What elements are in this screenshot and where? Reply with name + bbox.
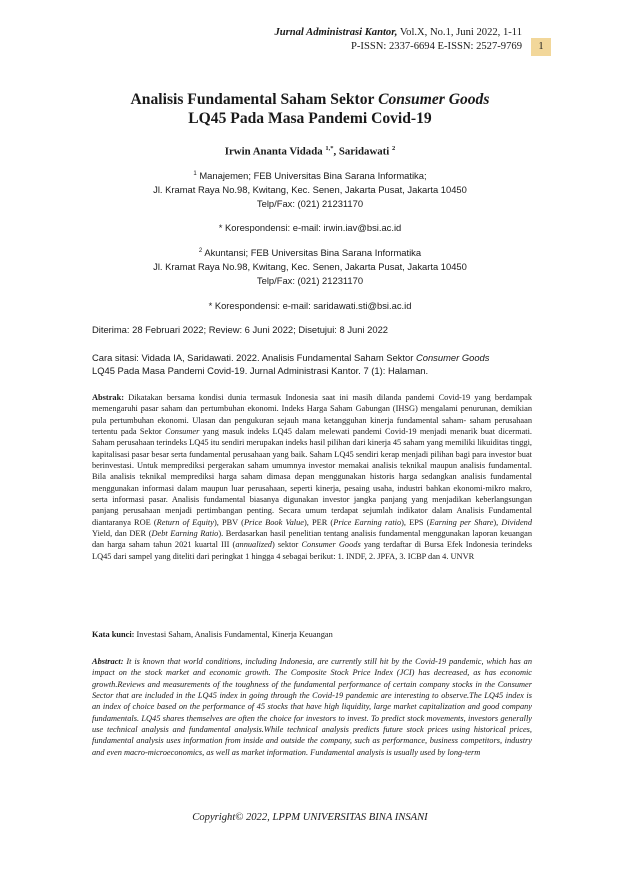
citation-line2: LQ45 Pada Masa Pandemi Covid-19. Jurnal Administrasi Kantor. 7 (1): Halaman.	[92, 364, 429, 376]
abstrak-italic: Consumer Goods	[301, 540, 361, 550]
author-1: Irwin Ananta Vidada	[224, 145, 326, 158]
affiliation-1-line2: Jl. Kramat Raya No.98, Kwitang, Kec. Senen, Jakarta Pusat, Jakarta 10450	[153, 184, 467, 196]
abstrak-text: ), PER (	[303, 517, 334, 527]
citation-italic: Consumer Goods	[415, 352, 490, 363]
abstrak-text: ). Berdasarkan hasil penelitian tentang analisis fundamental menggunakan laporan keuangan dan harga saham tahun 2021 kuartal III (	[92, 529, 532, 550]
affiliation-2-line2: Jl. Kramat Raya No.98, Kwitang, Kec. Senen, Jakarta Pusat, Jakarta 10450	[153, 261, 467, 273]
submission-dates: Diterima: 28 Februari 2022; Review: 6 Juni 2022; Disetujui: 8 Juni 2022	[92, 324, 388, 335]
affiliation-2-line3: Telp/Fax: (021) 21231170	[256, 275, 364, 287]
abstrak-italic: Price Earning ratio	[333, 517, 402, 527]
abstrak-label: Abstrak:	[92, 393, 124, 402]
title-line2: LQ45 Pada Masa Pandemi Covid-19	[188, 110, 432, 127]
affiliation-1-line3: Telp/Fax: (021) 21231170	[256, 198, 364, 210]
abstrak-paragraph	[92, 392, 532, 562]
affiliation-1-line1: Manajemen; FEB Universitas Bina Sarana Informatika;	[196, 170, 427, 182]
abstrak-italic: Earning per Share	[429, 517, 494, 527]
abstrak-italic: Price Book Value	[243, 517, 304, 527]
author-1-sup: 1,*	[325, 145, 334, 152]
citation-text: Cara sitasi: Vidada IA, Saridawati. 2022. Analisis Fundamental Saham Sektor	[92, 352, 416, 363]
author-2: Saridawati	[338, 145, 392, 158]
citation	[92, 352, 532, 377]
affiliation-1-sup: 1	[193, 171, 197, 177]
kata-kunci-text: Investasi Saham, Analisis Fundamental, Kinerja Keuangan	[134, 630, 333, 639]
abstract-en-text: It is known that world conditions, including Indonesia, are currently still hit by the Covid-19 pandemic, which has an impact on the stock market and economic growth. The Composite Stock Price Index (JCI) has decreased, as has economic growth.Reviews and measurements of the toughness of the fundamental performance of certain company stocks in the Consumer Sector that are included in the LQ45 index in going through the Covid-19 pandemic are interesting to observe.The LQ45 index is an index of choice based on the performance of 45 stocks that have high liquidity, large market capitalization and good company fundamentals. LQ45 shares themselves are often the choice for investors to invest. To predict stock movements, investors generally use technical analysis and fundamental analysis.While technical analysis predicts future stock prices using historical prices, fundamental analysis uses information from inside and outside the company, such as performance, business competitors, industry and even macro-microeconomics, as well as market information. Fundamental analysis is usually used by long-term	[92, 657, 532, 757]
correspondence-2: * Korespondensi: e-mail: saridawati.sti@bsi.ac.id	[208, 300, 412, 311]
author-2-sup: 2	[391, 145, 396, 152]
journal-citation-line	[162, 26, 522, 40]
paper-title	[60, 90, 560, 128]
abstract-english	[92, 656, 532, 758]
affiliation-2	[60, 244, 560, 288]
abstrak-text: Yield, dan DER (	[92, 529, 152, 539]
abstrak-text: ), PBV (	[213, 517, 244, 527]
correspondence-1: * Korespondensi: e-mail: irwin.iav@bsi.ac.id	[218, 222, 402, 233]
abstrak-text: ), EPS (	[401, 517, 430, 527]
affiliation-2-sup: 2	[198, 248, 203, 254]
journal-name: Jurnal Administrasi Kantor,	[274, 27, 398, 38]
kata-kunci	[92, 629, 532, 640]
affiliation-2-line1: Akuntansi; FEB Universitas Bina Sarana Informatika	[202, 247, 422, 259]
abstrak-italic: Dividend	[501, 517, 532, 527]
journal-issn: P-ISSN: 2337-6694 E-ISSN: 2527-9769	[351, 41, 522, 52]
abstrak-text: yang masuk indeks LQ45 dalam melewati pandemi Covid-19 menjadi menarik buat dicermati. Saham perusahaan terindeks LQ45 itu sendiri merupakan indeks hasil pilihan dari kinerja 45 saham yang memiliki likuiditas tinggi, kapitalisasi pasar besar serta fundamental perusahaan yang baik. Saham LQ45 sendiri kerap menjadi pilihan bagi para investor buat berinvestasi. Untuk memprediksi pergerakan saham umumnya investor memakai analisis teknikal maupun analisis fundamental. Bila analisis teknikal memprediksi harga saham dimasa depan menggunakan historis harga sedangkan analisis fundamental menggunakan informasi dalam maupun luar perusahaan, seperti kinerja, pesaing usaha, industri bahkan ekonomi-mikro makro, serta informasi pasar. Analisis fundamental biasanya digunakan investor jangka panjang yang menjadikan keberlangsungan panjang perusahaan menjadi pertimbangan penting. Secara umum terdapat sejumlah indikator dalam Analisis Fundamental diantaranya ROE (	[92, 427, 532, 527]
abstrak-italic: Debt Earning Ratio	[151, 529, 219, 539]
abstrak-text: ) sektor	[271, 540, 302, 550]
abstrak-text: Dikatakan bersama kondisi dunia termasuk Indonesia saat ini masih dilanda pandemi Covid-19 yang berdampak memengaruhi pasar saham dan pertumbuhan ekonomi. Indeks Harga Saham Gabungan (IHSG) mengalami penurunan, demikian pula pertumbuhan ekonomi. Ulasan dan pengukuran sejauh mana ketangguhan kinerja fundamental saham- saham perusahaan tertentu pada Sektor	[92, 393, 532, 437]
abstrak-italic: Return of Equity	[156, 517, 214, 527]
journal-header	[162, 26, 522, 54]
journal-volume: Vol.X, No.1, Juni 2022, 1-11	[397, 27, 522, 38]
kata-kunci-label: Kata kunci:	[92, 630, 135, 639]
abstrak-italic: Consumer	[165, 427, 200, 437]
abstrak-text: yang terdaftar di Bursa Efek Indonesia terindeks LQ45 dari sampel yang diteliti dari peringkat 1 hingga 4 sebagai berikut: 1. INDF, 2. JPFA, 3. ICBP dan 4. UNVR	[92, 540, 532, 561]
title-line1: Analisis Fundamental Saham Sektor	[130, 91, 379, 108]
copyright-footer: Copyright© 2022, LPPM UNIVERSITAS BINA INSANI	[192, 812, 428, 823]
abstract-en-label: Abstract:	[92, 657, 124, 666]
title-italic: Consumer Goods	[378, 91, 490, 108]
page-number: 1	[531, 38, 551, 56]
author-separator: ,	[333, 145, 339, 158]
abstrak-italic: annualized	[235, 540, 272, 550]
affiliation-1	[60, 167, 560, 211]
author-list	[60, 145, 560, 158]
abstrak-text: ),	[493, 517, 502, 527]
